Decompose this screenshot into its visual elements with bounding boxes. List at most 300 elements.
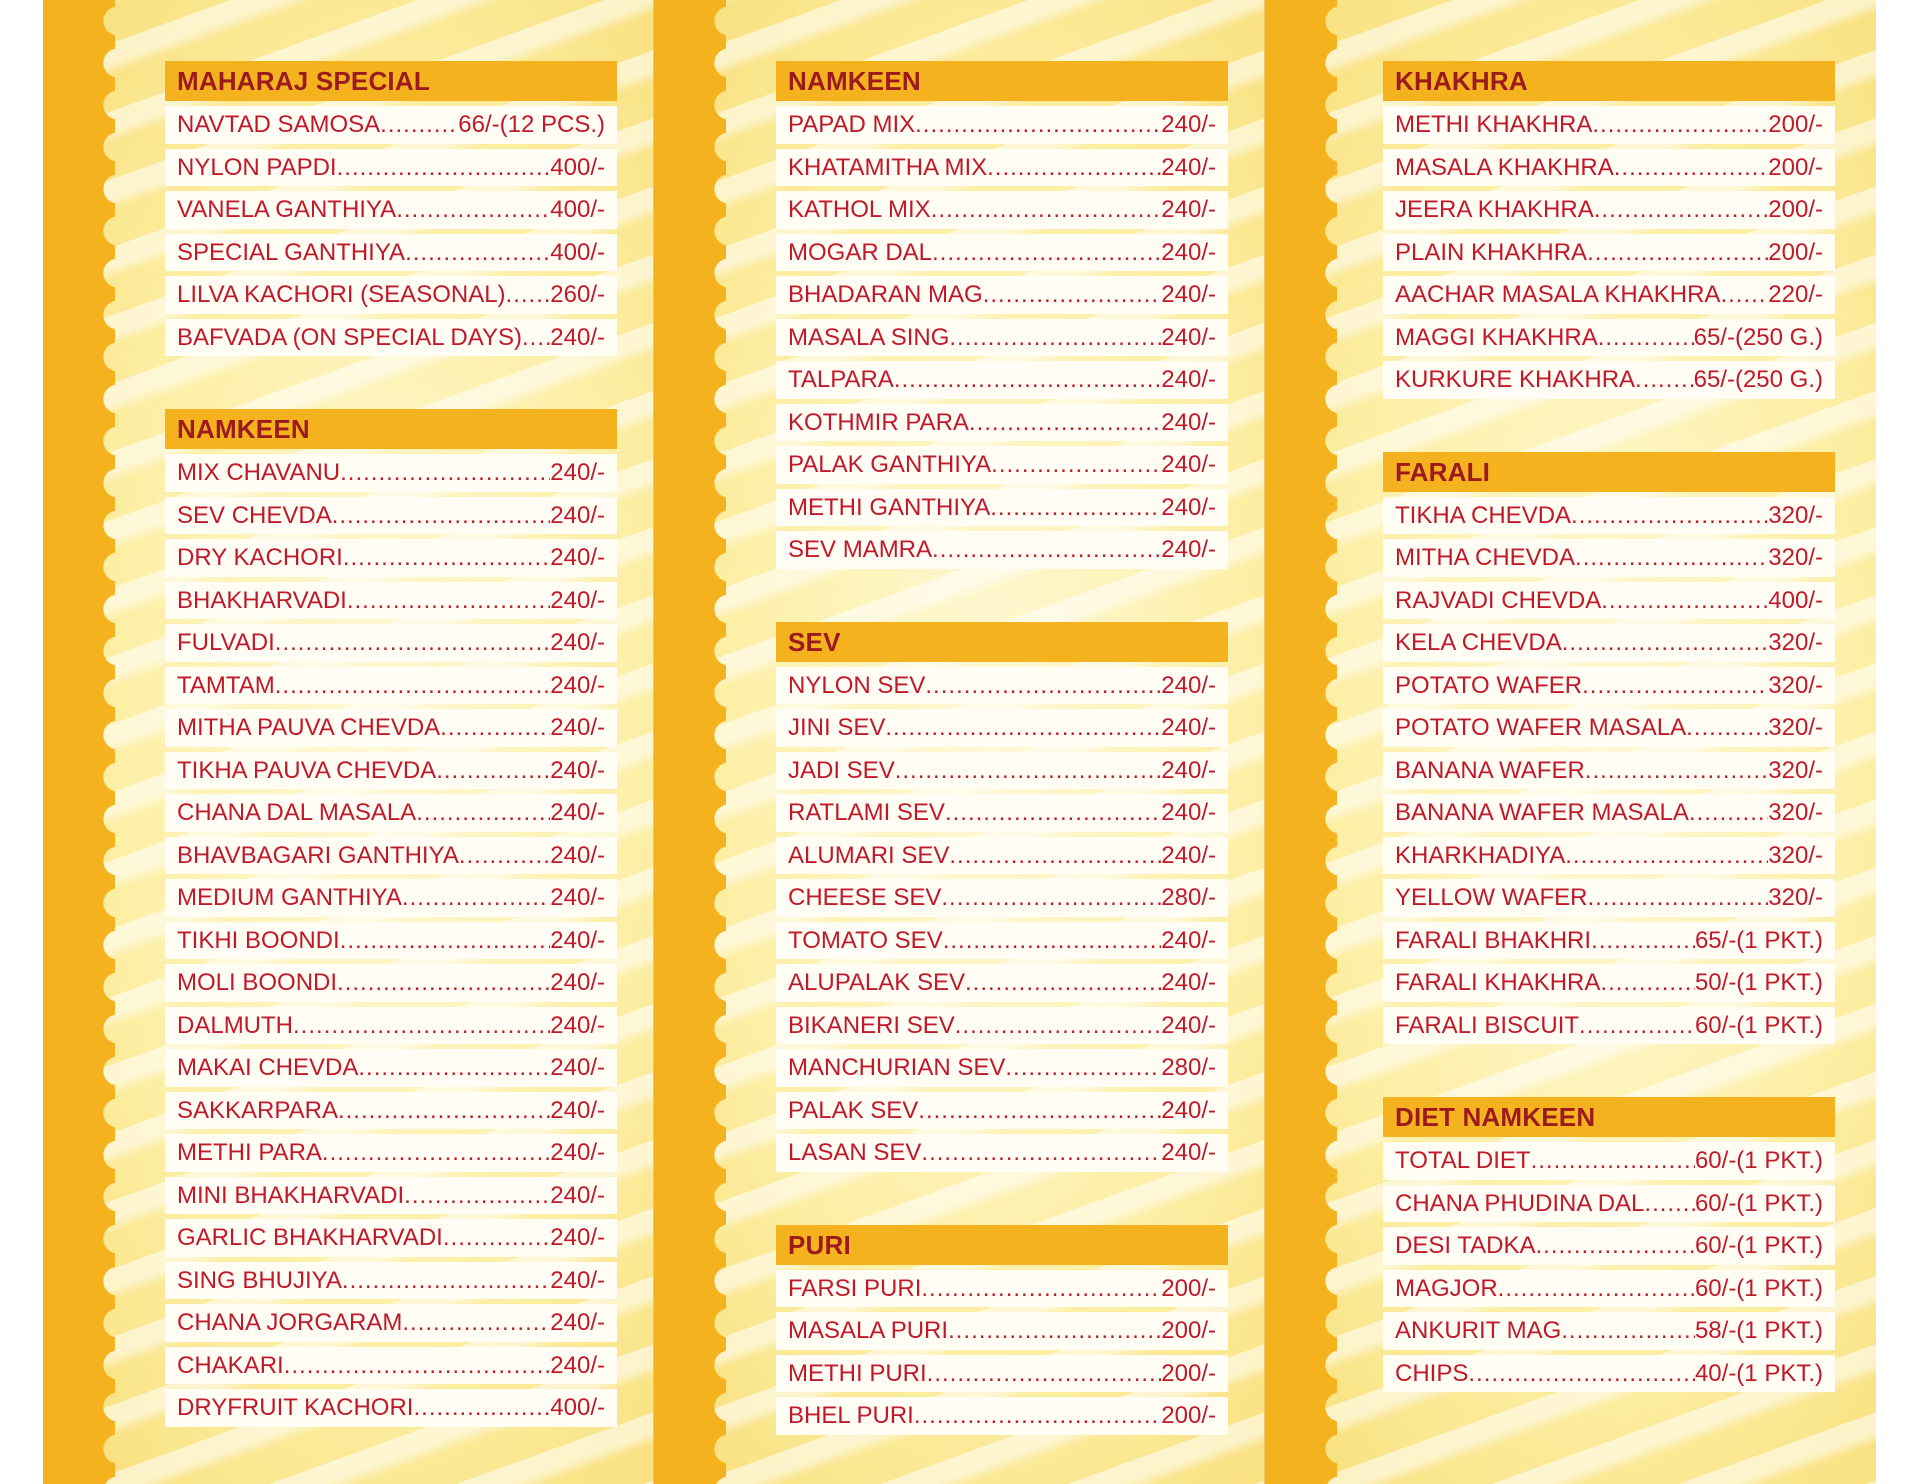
item-price: 240/- (550, 1351, 605, 1379)
menu-panel-3 (1265, 0, 1876, 1484)
wavy-border-decoration (43, 0, 115, 1484)
item-price: 240/- (1161, 1096, 1216, 1124)
menu-item (165, 752, 617, 790)
item-name: CHANA PHUDINA DAL (1395, 1189, 1645, 1217)
item-name: CHIPS (1395, 1359, 1469, 1387)
menu-item (1383, 361, 1835, 399)
item-price: 60/-(1 PKT.) (1694, 1011, 1823, 1039)
menu-item (1383, 1007, 1835, 1045)
menu-item (165, 191, 617, 229)
item-price: 240/- (1161, 799, 1216, 826)
item-name: KHATAMITHA MIX (788, 153, 988, 181)
item-name: DESI TADKA (1395, 1232, 1536, 1259)
item-price: 240/- (550, 1266, 605, 1294)
dot-leader (918, 1092, 1161, 1130)
item-name: MASALA SING (788, 323, 950, 351)
dot-leader (949, 837, 1161, 875)
item-price: 240/- (1161, 969, 1216, 996)
menu-item (1383, 1355, 1835, 1393)
item-price: 200/- (1161, 1274, 1216, 1302)
item-name: JEERA KHAKHRA (1395, 196, 1594, 223)
menu-item (776, 879, 1228, 917)
menu-item (1383, 922, 1835, 960)
section-title: NAMKEEN (776, 61, 1228, 101)
menu-item (776, 964, 1228, 1002)
item-price: 320/- (1768, 756, 1823, 784)
dot-leader (1598, 319, 1694, 357)
menu-item (776, 361, 1228, 399)
item-price: 240/- (550, 501, 605, 529)
dot-leader (915, 106, 1161, 144)
item-price: 320/- (1768, 544, 1823, 571)
item-price: 320/- (1768, 799, 1823, 826)
menu-item (165, 582, 617, 620)
dot-leader (284, 1347, 551, 1385)
item-name: MASALA KHAKHRA (1395, 153, 1614, 181)
item-price: 200/- (1161, 1317, 1216, 1344)
item-price: 200/- (1768, 196, 1823, 223)
dot-leader (436, 752, 550, 790)
dot-leader (987, 149, 1161, 187)
item-name: MEDIUM GANTHIYA (177, 884, 402, 911)
dot-leader (931, 191, 1162, 229)
menu-column-2 (776, 61, 1228, 1440)
dot-leader (965, 964, 1161, 1002)
item-name: SAKKARPARA (177, 1096, 338, 1124)
menu-item (165, 794, 617, 832)
dot-leader (1614, 149, 1769, 187)
item-price: 40/-(1 PKT.) (1694, 1359, 1823, 1387)
dot-leader (440, 709, 550, 747)
section-gap (1383, 1049, 1835, 1097)
item-name: CHANA JORGARAM (177, 1309, 403, 1336)
dot-leader (275, 624, 551, 662)
section-title: MAHARAJ SPECIAL (165, 61, 617, 101)
menu-item (165, 1219, 617, 1257)
menu-item (165, 837, 617, 875)
dot-leader (1582, 667, 1768, 705)
section-gap (776, 1177, 1228, 1225)
menu-item (1383, 837, 1835, 875)
dot-leader (347, 582, 550, 620)
menu-item (1383, 1270, 1835, 1308)
item-name: YELLOW WAFER (1395, 884, 1588, 911)
menu-item (1383, 149, 1835, 187)
section-title: NAMKEEN (165, 409, 617, 449)
item-name: MAGGI KHAKHRA (1395, 323, 1598, 351)
item-price: 240/- (1161, 111, 1216, 138)
item-name: KOTHMIR PARA (788, 408, 969, 436)
item-price: 200/- (1161, 1359, 1216, 1387)
menu-item (776, 1092, 1228, 1130)
item-price: 240/- (550, 1011, 605, 1039)
dot-leader (396, 191, 550, 229)
menu-item (1383, 964, 1835, 1002)
dot-leader (522, 319, 550, 357)
item-name: POTATO WAFER (1395, 671, 1583, 699)
menu-column-1 (165, 61, 617, 1432)
item-price: 280/- (1161, 884, 1216, 911)
dot-leader (945, 794, 1161, 832)
item-price: 400/- (550, 1394, 605, 1421)
item-price: 240/- (1161, 153, 1216, 181)
menu-item (165, 234, 617, 272)
dot-leader (404, 1177, 550, 1215)
item-price: 240/- (550, 323, 605, 351)
section-title: SEV (776, 622, 1228, 662)
item-price: 240/- (1161, 366, 1216, 393)
menu-item (1383, 752, 1835, 790)
section-gap (776, 574, 1228, 622)
dot-leader (1535, 1227, 1694, 1265)
dot-leader (932, 234, 1161, 272)
menu-item (165, 667, 617, 705)
item-name: PLAIN KHAKHRA (1395, 238, 1588, 266)
item-name: PALAK GANTHIYA (788, 451, 992, 478)
menu-section (165, 61, 617, 356)
dot-leader (337, 149, 551, 187)
item-name: LASAN SEV (788, 1139, 922, 1166)
section-items (776, 106, 1228, 569)
item-price: 220/- (1768, 281, 1823, 308)
item-name: DRYFRUIT KACHORI (177, 1394, 414, 1421)
item-price: 320/- (1768, 671, 1823, 699)
item-name: MAGJOR (1395, 1274, 1498, 1302)
menu-item (165, 879, 617, 917)
dot-leader (885, 709, 1161, 747)
menu-item (776, 794, 1228, 832)
item-price: 240/- (1161, 196, 1216, 223)
item-price: 240/- (1161, 841, 1216, 869)
item-name: MITHA PAUVA CHEVDA (177, 714, 441, 741)
item-price: 240/- (550, 586, 605, 614)
dot-leader (337, 964, 550, 1002)
dot-leader (1562, 624, 1769, 662)
item-name: FARSI PURI (788, 1274, 922, 1302)
item-name: KHARKHADIYA (1395, 841, 1566, 869)
item-name: BHADARAN MAG (788, 281, 983, 308)
dot-leader (413, 1389, 550, 1427)
menu-sheet (43, 0, 1878, 1484)
item-name: PAPAD MIX (788, 111, 916, 138)
dot-leader (1720, 276, 1768, 314)
item-price: 240/- (1161, 756, 1216, 784)
item-price: 65/-(1 PKT.) (1694, 926, 1823, 954)
item-name: METHI GANTHIYA (788, 493, 991, 521)
menu-item (165, 454, 617, 492)
section-title: FARALI (1383, 452, 1835, 492)
dot-leader (1594, 191, 1769, 229)
menu-item (165, 1049, 617, 1087)
dot-leader (340, 922, 551, 960)
item-price: 200/- (1768, 153, 1823, 181)
item-name: SEV CHEVDA (177, 501, 332, 529)
menu-item (776, 276, 1228, 314)
dot-leader (1571, 497, 1768, 535)
item-price: 400/- (550, 196, 605, 223)
item-name: FULVADI (177, 629, 275, 656)
menu-item (776, 319, 1228, 357)
dot-leader (402, 879, 550, 917)
dot-leader (1635, 361, 1694, 399)
dot-leader (459, 837, 550, 875)
dot-leader (1644, 1185, 1695, 1223)
item-price: 240/- (550, 544, 605, 571)
item-price: 240/- (1161, 536, 1216, 563)
item-name: NYLON SEV (788, 671, 926, 699)
dot-leader (925, 667, 1161, 705)
item-name: TALPARA (788, 366, 894, 393)
item-name: SING BHUJIYA (177, 1266, 342, 1294)
item-name: METHI PARA (177, 1139, 322, 1166)
dot-leader (1565, 837, 1768, 875)
item-name: MOGAR DAL (788, 238, 933, 266)
menu-item (165, 149, 617, 187)
dot-leader (895, 752, 1162, 790)
item-price: 280/- (1161, 1054, 1216, 1081)
item-price: 240/- (1161, 451, 1216, 478)
menu-item (1383, 319, 1835, 357)
section-gap (165, 361, 617, 409)
dot-leader (1005, 1049, 1161, 1087)
dot-leader (983, 276, 1162, 314)
item-name: NAVTAD SAMOSA (177, 111, 381, 138)
menu-panel-2 (654, 0, 1265, 1484)
item-name: CHANA DAL MASALA (177, 799, 417, 826)
item-name: NYLON PAPDI (177, 153, 337, 181)
dot-leader (338, 1092, 550, 1130)
item-name: LILVA KACHORI (SEASONAL) (177, 281, 506, 308)
menu-item (165, 1304, 617, 1342)
menu-section (776, 1225, 1228, 1435)
item-name: MIX CHAVANU (177, 459, 341, 486)
item-price: 240/- (550, 459, 605, 486)
dot-leader (358, 1049, 550, 1087)
item-name: FARALI BHAKHRI (1395, 926, 1592, 954)
item-name: BHEL PURI (788, 1402, 914, 1429)
item-name: TIKHI BOONDI (177, 926, 340, 954)
menu-item (776, 1134, 1228, 1172)
menu-item (776, 446, 1228, 484)
menu-item (1383, 234, 1835, 272)
menu-section (1383, 1097, 1835, 1392)
dot-leader (1592, 106, 1768, 144)
item-price: 60/-(1 PKT.) (1694, 1189, 1823, 1217)
menu-item (776, 1007, 1228, 1045)
menu-item (1383, 497, 1835, 535)
dot-leader (943, 922, 1162, 960)
item-name: TIKHA CHEVDA (1395, 501, 1572, 529)
dot-leader (343, 539, 550, 577)
dot-leader (402, 1304, 550, 1342)
item-price: 400/- (1768, 586, 1823, 614)
item-price: 320/- (1768, 629, 1823, 656)
dot-leader (1600, 964, 1695, 1002)
dot-leader (1601, 582, 1768, 620)
section-items (776, 1270, 1228, 1435)
menu-item (776, 1397, 1228, 1435)
menu-item (776, 1049, 1228, 1087)
item-price: 240/- (1161, 671, 1216, 699)
item-price: 58/-(1 PKT.) (1694, 1317, 1823, 1344)
menu-item (776, 234, 1228, 272)
dot-leader (1579, 1007, 1695, 1045)
item-price: 200/- (1768, 238, 1823, 266)
menu-item (776, 1312, 1228, 1350)
item-price: 240/- (1161, 926, 1216, 954)
item-name: TAMTAM (177, 671, 275, 699)
item-price: 240/- (550, 629, 605, 656)
item-price: 260/- (550, 281, 605, 308)
item-name: GARLIC BHAKHARVADI (177, 1224, 443, 1251)
menu-column-3 (1383, 61, 1835, 1397)
menu-item (1383, 794, 1835, 832)
item-price: 240/- (550, 1224, 605, 1251)
dot-leader (1531, 1142, 1695, 1180)
item-name: ANKURIT MAG (1395, 1317, 1562, 1344)
item-name: MOLI BOONDI (177, 969, 338, 996)
dot-leader (1575, 539, 1768, 577)
item-price: 240/- (550, 969, 605, 996)
item-name: BANANA WAFER MASALA (1395, 799, 1689, 826)
dot-leader (949, 319, 1161, 357)
menu-item (165, 497, 617, 535)
item-price: 240/- (550, 1096, 605, 1124)
menu-item (776, 837, 1228, 875)
dot-leader (443, 1219, 550, 1257)
dot-leader (894, 361, 1161, 399)
item-price: 66/-(12 PCS.) (458, 111, 605, 138)
item-name: KATHOL MIX (788, 196, 931, 223)
menu-item (165, 1262, 617, 1300)
menu-item (1383, 1142, 1835, 1180)
menu-item (1383, 667, 1835, 705)
menu-item (165, 276, 617, 314)
item-name: MANCHURIAN SEV (788, 1054, 1006, 1081)
item-name: ALUPALAK SEV (788, 969, 965, 996)
menu-item (776, 667, 1228, 705)
menu-item (165, 1007, 617, 1045)
item-name: FARALI BISCUIT (1395, 1011, 1580, 1039)
item-price: 320/- (1768, 841, 1823, 869)
item-name: BIKANERI SEV (788, 1011, 955, 1039)
item-name: MAKAI CHEVDA (177, 1054, 359, 1081)
menu-panel-1 (43, 0, 654, 1484)
item-price: 240/- (550, 714, 605, 741)
menu-item (165, 624, 617, 662)
menu-item (776, 149, 1228, 187)
menu-item (776, 404, 1228, 442)
menu-item (1383, 539, 1835, 577)
menu-item (776, 922, 1228, 960)
item-name: MITHA CHEVDA (1395, 544, 1576, 571)
item-price: 60/-(1 PKT.) (1694, 1147, 1823, 1174)
dot-leader (941, 879, 1161, 917)
item-price: 200/- (1161, 1402, 1216, 1429)
menu-item (1383, 1185, 1835, 1223)
item-price: 60/-(1 PKT.) (1694, 1274, 1823, 1302)
menu-item (1383, 624, 1835, 662)
item-price: 240/- (1161, 714, 1216, 741)
menu-item (165, 106, 617, 144)
menu-item (1383, 582, 1835, 620)
dot-leader (380, 106, 458, 144)
menu-item (776, 531, 1228, 569)
item-name: MASALA PURI (788, 1317, 949, 1344)
item-price: 65/-(250 G.) (1693, 323, 1823, 351)
menu-item (165, 539, 617, 577)
menu-item (165, 1347, 617, 1385)
dot-leader (921, 1270, 1161, 1308)
menu-item (165, 319, 617, 357)
dot-leader (1587, 879, 1768, 917)
item-name: BANANA WAFER (1395, 756, 1585, 784)
item-price: 60/-(1 PKT.) (1694, 1232, 1823, 1259)
menu-item (776, 106, 1228, 144)
item-price: 50/-(1 PKT.) (1694, 969, 1823, 996)
menu-item (776, 191, 1228, 229)
dot-leader (932, 531, 1161, 569)
item-price: 240/- (550, 1309, 605, 1336)
item-name: METHI KHAKHRA (1395, 111, 1593, 138)
dot-leader (969, 404, 1161, 442)
item-name: JINI SEV (788, 714, 886, 741)
item-price: 240/- (1161, 238, 1216, 266)
item-price: 240/- (1161, 323, 1216, 351)
item-price: 240/- (1161, 493, 1216, 521)
item-name: RATLAMI SEV (788, 799, 945, 826)
item-price: 240/- (1161, 408, 1216, 436)
menu-item (1383, 1227, 1835, 1265)
dot-leader (990, 489, 1161, 527)
item-name: DRY KACHORI (177, 544, 343, 571)
dot-leader (332, 497, 551, 535)
item-name: MINI BHAKHARVADI (177, 1181, 405, 1209)
item-name: BAFVADA (ON SPECIAL DAYS) (177, 323, 522, 351)
menu-item (776, 1270, 1228, 1308)
dot-leader (322, 1134, 550, 1172)
dot-leader (1468, 1355, 1695, 1393)
item-price: 240/- (550, 1054, 605, 1081)
menu-item (1383, 879, 1835, 917)
item-price: 240/- (1161, 1011, 1216, 1039)
dot-leader (416, 794, 550, 832)
dot-leader (405, 234, 550, 272)
item-price: 320/- (1768, 884, 1823, 911)
item-name: KELA CHEVDA (1395, 629, 1562, 656)
section-items (776, 667, 1228, 1172)
item-price: 240/- (550, 799, 605, 826)
menu-section (165, 409, 617, 1427)
section-gap (1383, 404, 1835, 452)
dot-leader (927, 1355, 1162, 1393)
menu-item (165, 709, 617, 747)
item-price: 400/- (550, 238, 605, 266)
menu-section (776, 61, 1228, 569)
menu-item (776, 752, 1228, 790)
item-price: 240/- (550, 841, 605, 869)
item-name: SPECIAL GANTHIYA (177, 238, 406, 266)
menu-item (165, 964, 617, 1002)
section-title: PURI (776, 1225, 1228, 1265)
dot-leader (293, 1007, 550, 1045)
wavy-border-decoration (654, 0, 726, 1484)
menu-item (1383, 191, 1835, 229)
menu-item (776, 489, 1228, 527)
menu-section (1383, 452, 1835, 1045)
menu-item (1383, 276, 1835, 314)
item-price: 240/- (550, 1181, 605, 1209)
